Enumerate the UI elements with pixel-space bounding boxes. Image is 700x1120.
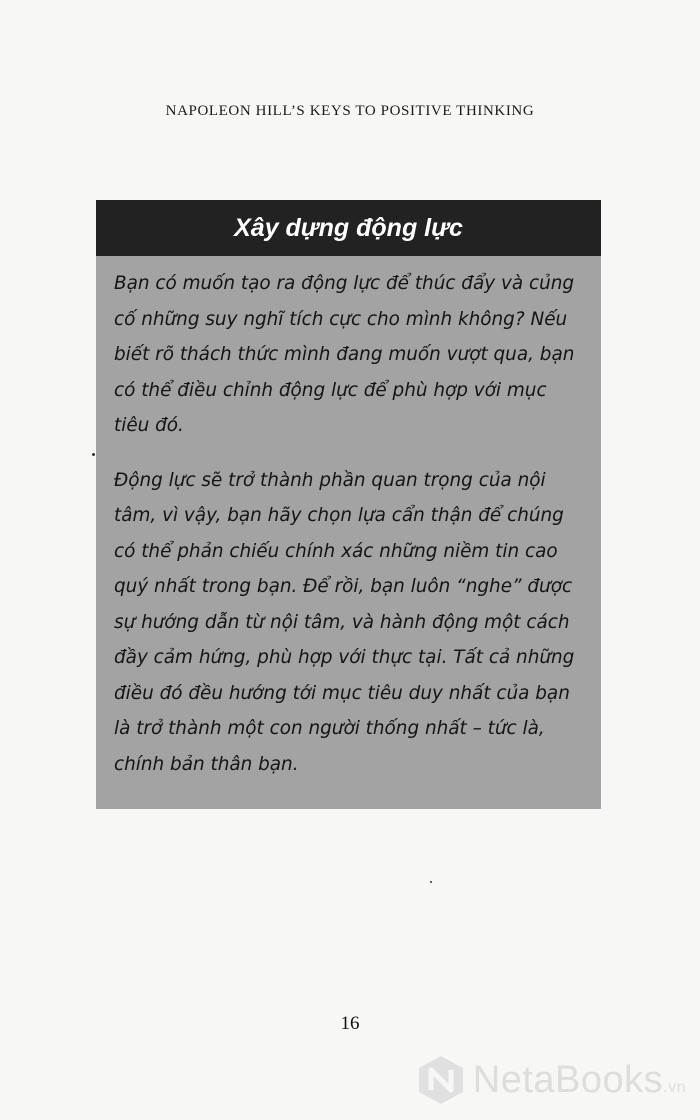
watermark-brand: NetaBooks: [472, 1058, 664, 1101]
running-header: NAPOLEON HILL’S KEYS TO POSITIVE THINKING: [165, 103, 535, 119]
watermark-text: [473, 1059, 686, 1102]
sidebar-box: [96, 200, 601, 809]
watermark-suffix: .vn: [663, 1078, 686, 1096]
sidebar-paragraph-2: Động lực sẽ trở thành phần quan trọng của nội tâm, vì vậy, bạn hãy chọn lựa cẩn thận để chúng có thể phản chiếu chính xác những niềm tin cao quý nhất trong bạn. Để rồi, bạn luôn “nghe” được sự hướng dẫn từ nội tâm, và hành động một cách đầy cảm hứng, phù hợp với thực tại. Tất cả những điều đó đều hướng tới mục tiêu duy nhất của bạn là trở thành một con người thống nhất – tức là, chính bản thân bạn.: [114, 469, 575, 775]
page-number: 16: [340, 1013, 360, 1034]
watermark-logo: [415, 1054, 686, 1106]
sidebar-box-title: Xây dựng động lực: [96, 200, 601, 256]
print-speck: [92, 453, 95, 456]
sidebar-box-body: [96, 256, 601, 782]
netabooks-logo-icon: [415, 1054, 467, 1106]
sidebar-paragraph-1: Bạn có muốn tạo ra động lực để thúc đẩy và củng cố những suy nghĩ tích cực cho mình không? Nếu biết rõ thách thức mình đang muốn vượt qua, bạn có thể điều chỉnh động lực để phù hợp với mục tiêu đó.: [114, 273, 575, 436]
print-speck: [430, 881, 432, 883]
